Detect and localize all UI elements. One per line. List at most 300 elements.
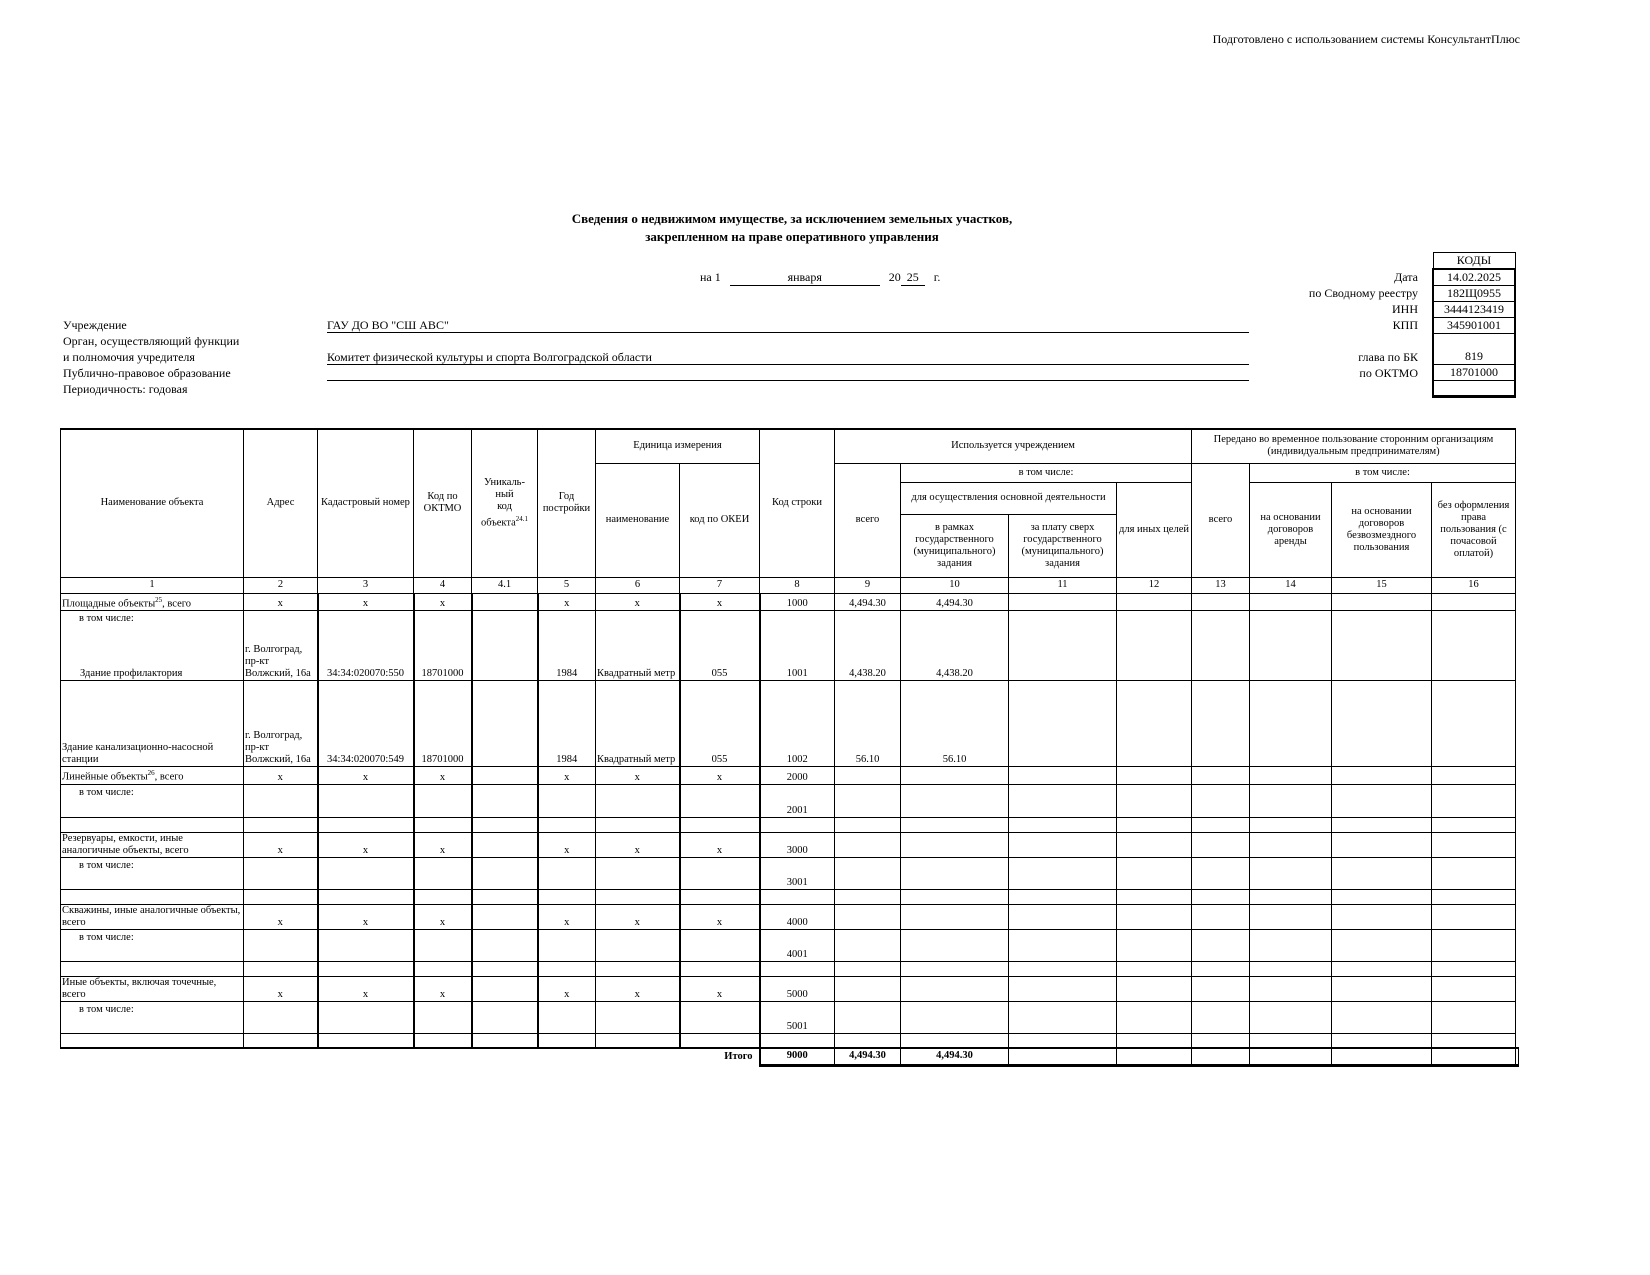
institution-value: ГАУ ДО ВО "СШ АВС" xyxy=(327,318,1249,333)
cell-c10: 4,494.30 xyxy=(901,593,1009,611)
row-name xyxy=(61,767,244,785)
cell-c9 xyxy=(835,904,901,929)
cell-c6 xyxy=(596,929,680,961)
row-name-sup: 26 xyxy=(147,769,155,777)
empty-cell xyxy=(1250,1033,1332,1048)
hdr-other: для иных целей xyxy=(1117,482,1192,577)
cell-c15 xyxy=(1332,832,1432,857)
cell-c10 xyxy=(901,904,1009,929)
column-number: 9 xyxy=(835,577,901,593)
cell-c16 xyxy=(1432,767,1516,785)
cell-c12 xyxy=(1117,1001,1192,1033)
row-name xyxy=(61,611,244,681)
column-number: 10 xyxy=(901,577,1009,593)
watermark: Подготовлено с использованием системы КонсультантПлюс xyxy=(1212,32,1520,46)
cell-c41 xyxy=(472,832,538,857)
empty-cell xyxy=(244,817,318,832)
cell-c6: Квадратный метр xyxy=(596,611,680,681)
empty-cell xyxy=(318,961,414,976)
table-row xyxy=(61,929,1519,961)
institution-label: Учреждение xyxy=(63,318,127,332)
cell-c6 xyxy=(596,857,680,889)
hdr-state-task: в рамках государственного (муниципального) задания xyxy=(901,514,1009,577)
total-empty xyxy=(1117,1048,1192,1065)
column-number: 7 xyxy=(680,577,760,593)
cell-c15 xyxy=(1332,929,1432,961)
empty-cell xyxy=(414,961,472,976)
cell-c15 xyxy=(1332,976,1432,1001)
hdr-year: Год постройки xyxy=(538,429,596,577)
column-number: 3 xyxy=(318,577,414,593)
cell-c7 xyxy=(680,784,760,817)
empty-cell xyxy=(318,817,414,832)
cell-c16 xyxy=(1432,832,1516,857)
empty-cell xyxy=(1332,961,1432,976)
cell-c41 xyxy=(472,767,538,785)
hdr-cadastral: Кадастровый номер xyxy=(318,429,414,577)
empty-cell xyxy=(414,1033,472,1048)
cell-c2 xyxy=(244,784,318,817)
empty-cell xyxy=(1009,1033,1117,1048)
cell-c9 xyxy=(835,784,901,817)
row-name-text: Здание профилактория xyxy=(80,668,183,679)
table-row xyxy=(61,904,1519,929)
cell-c13 xyxy=(1192,904,1250,929)
cell-c7: x xyxy=(680,832,760,857)
column-number: 2 xyxy=(244,577,318,593)
label-date: Дата xyxy=(1394,270,1418,284)
column-number: 4.1 xyxy=(472,577,538,593)
cell-c5: 1984 xyxy=(538,681,596,767)
row-incl-label: в том числе: xyxy=(79,1003,134,1015)
cell-c12 xyxy=(1117,593,1192,611)
title-line-2: закрепленном на праве оперативного управления xyxy=(645,229,939,244)
cell-c8: 5000 xyxy=(760,976,835,1001)
cell-c4 xyxy=(414,784,472,817)
cell-c3 xyxy=(318,929,414,961)
empty-cell xyxy=(318,1033,414,1048)
cell-c15 xyxy=(1332,681,1432,767)
cell-c7: x xyxy=(680,904,760,929)
hdr-unit-code: код по ОКЕИ xyxy=(680,463,760,577)
total-c9: 4,494.30 xyxy=(835,1048,901,1065)
hdr-lease: на основании договоров аренды xyxy=(1250,482,1332,577)
cell-c9 xyxy=(835,832,901,857)
hdr-unique-1: Уникаль- xyxy=(484,477,525,488)
column-number: 13 xyxy=(1192,577,1250,593)
cell-c11 xyxy=(1009,593,1117,611)
cell-c14 xyxy=(1250,857,1332,889)
cell-c8: 2000 xyxy=(760,767,835,785)
cell-c4: x xyxy=(414,767,472,785)
hdr-paid: за плату сверх государственного (муниципального) задания xyxy=(1009,514,1117,577)
cell-c14 xyxy=(1250,904,1332,929)
cell-c13 xyxy=(1192,767,1250,785)
empty-cell xyxy=(680,1033,760,1048)
cell-c11 xyxy=(1009,929,1117,961)
cell-c10 xyxy=(901,1001,1009,1033)
cell-c3: x xyxy=(318,904,414,929)
cell-c4: 18701000 xyxy=(414,611,472,681)
cell-c11 xyxy=(1009,767,1117,785)
column-number: 4 xyxy=(414,577,472,593)
code-last xyxy=(1433,381,1515,397)
total-label: Итого xyxy=(61,1048,760,1065)
row-name xyxy=(61,593,244,611)
empty-cell xyxy=(1117,961,1192,976)
cell-c11 xyxy=(1009,784,1117,817)
codes-header: КОДЫ xyxy=(1433,253,1515,270)
founder-label-2: и полномочия учредителя xyxy=(63,350,195,364)
cell-c16 xyxy=(1432,857,1516,889)
cell-c5 xyxy=(538,857,596,889)
empty-cell xyxy=(244,1033,318,1048)
empty-cell xyxy=(1009,889,1117,904)
cell-c2: г. Волгоград, пр-кт Волжский, 16а xyxy=(244,681,318,767)
cell-c4: x xyxy=(414,904,472,929)
cell-c16 xyxy=(1432,784,1516,817)
code-gap xyxy=(1433,334,1515,350)
hdr-address: Адрес xyxy=(244,429,318,577)
row-name xyxy=(61,681,244,767)
empty-cell xyxy=(1432,1033,1516,1048)
empty-cell xyxy=(760,961,835,976)
empty-cell xyxy=(901,1033,1009,1048)
cell-c14 xyxy=(1250,681,1332,767)
cell-c16 xyxy=(1432,904,1516,929)
cell-c2 xyxy=(244,857,318,889)
date-year: 25 xyxy=(901,270,925,286)
cell-c41 xyxy=(472,976,538,1001)
empty-cell xyxy=(318,889,414,904)
empty-cell xyxy=(472,961,538,976)
cell-c16 xyxy=(1432,929,1516,961)
row-name xyxy=(61,832,244,857)
hdr-incl: в том числе: xyxy=(901,463,1192,482)
cell-c6: x xyxy=(596,976,680,1001)
cell-c16 xyxy=(1432,1001,1516,1033)
cell-c5: 1984 xyxy=(538,611,596,681)
cell-c2: x xyxy=(244,832,318,857)
cell-c2: x xyxy=(244,767,318,785)
empty-cell xyxy=(1250,889,1332,904)
ppo-value xyxy=(327,366,1249,381)
cell-c6: x xyxy=(596,767,680,785)
cell-c10 xyxy=(901,832,1009,857)
empty-cell xyxy=(538,961,596,976)
empty-cell xyxy=(61,961,244,976)
cell-c5: x xyxy=(538,976,596,1001)
cell-c16 xyxy=(1432,976,1516,1001)
cell-c9: 4,494.30 xyxy=(835,593,901,611)
row-name xyxy=(61,857,244,889)
cell-c14 xyxy=(1250,929,1332,961)
column-number: 8 xyxy=(760,577,835,593)
cell-c2: г. Волгоград, пр-кт Волжский, 16а xyxy=(244,611,318,681)
cell-c10 xyxy=(901,976,1009,1001)
cell-c15 xyxy=(1332,593,1432,611)
hdr-line-code: Код строки xyxy=(760,429,835,577)
hdr-unit: Единица измерения xyxy=(596,429,760,463)
founder-label-1: Орган, осуществляющий функции xyxy=(63,334,240,348)
column-number: 15 xyxy=(1332,577,1432,593)
cell-c10 xyxy=(901,784,1009,817)
date-suffix: г. xyxy=(933,270,941,284)
empty-cell xyxy=(680,817,760,832)
row-name xyxy=(61,784,244,817)
cell-c16 xyxy=(1432,681,1516,767)
cell-c5: x xyxy=(538,767,596,785)
cell-c12 xyxy=(1117,976,1192,1001)
cell-c9: 4,438.20 xyxy=(835,611,901,681)
row-name xyxy=(61,1001,244,1033)
table-spacer-row xyxy=(61,817,1519,832)
cell-c11 xyxy=(1009,1001,1117,1033)
cell-c10: 56.10 xyxy=(901,681,1009,767)
row-name-text: Линейные объекты xyxy=(62,771,148,783)
cell-c9 xyxy=(835,929,901,961)
cell-c5 xyxy=(538,784,596,817)
label-registry: по Сводному реестру xyxy=(1308,286,1418,300)
empty-cell xyxy=(596,817,680,832)
cell-c8: 5001 xyxy=(760,1001,835,1033)
cell-c41 xyxy=(472,1001,538,1033)
cell-c6: Квадратный метр xyxy=(596,681,680,767)
cell-c13 xyxy=(1192,784,1250,817)
cell-c4: x xyxy=(414,593,472,611)
date-year-prefix: 20 xyxy=(888,270,901,284)
cell-c5 xyxy=(538,1001,596,1033)
code-registry: 182Щ0955 xyxy=(1433,286,1515,302)
cell-c15 xyxy=(1332,857,1432,889)
cell-c2 xyxy=(244,929,318,961)
cell-c3 xyxy=(318,1001,414,1033)
cell-c12 xyxy=(1117,857,1192,889)
cell-c41 xyxy=(472,929,538,961)
cell-c10: 4,438.20 xyxy=(901,611,1009,681)
cell-c8: 1000 xyxy=(760,593,835,611)
cell-c7: 055 xyxy=(680,681,760,767)
hdr-unique-4: объекта xyxy=(480,517,516,529)
empty-cell xyxy=(835,1033,901,1048)
empty-cell xyxy=(1009,817,1117,832)
title-line-1: Сведения о недвижимом имуществе, за исключением земельных участков, xyxy=(571,211,1013,226)
label-kpp: КПП xyxy=(1392,318,1418,332)
cell-c8: 1001 xyxy=(760,611,835,681)
empty-cell xyxy=(538,1033,596,1048)
cell-c11 xyxy=(1009,857,1117,889)
column-number: 11 xyxy=(1009,577,1117,593)
cell-c14 xyxy=(1250,593,1332,611)
cell-c3: x xyxy=(318,976,414,1001)
cell-c41 xyxy=(472,611,538,681)
cell-c6 xyxy=(596,784,680,817)
cell-c12 xyxy=(1117,681,1192,767)
cell-c6 xyxy=(596,1001,680,1033)
empty-cell xyxy=(472,1033,538,1048)
date-prefix: на 1 xyxy=(700,270,721,284)
cell-c9 xyxy=(835,767,901,785)
empty-cell xyxy=(1432,961,1516,976)
label-inn: ИНН xyxy=(1392,302,1418,316)
label-bk: глава по БК xyxy=(1358,350,1418,364)
codes-table xyxy=(1432,252,1516,398)
cell-c41 xyxy=(472,904,538,929)
column-number: 14 xyxy=(1250,577,1332,593)
column-number: 16 xyxy=(1432,577,1516,593)
cell-c7 xyxy=(680,929,760,961)
cell-c10 xyxy=(901,929,1009,961)
cell-c5: x xyxy=(538,593,596,611)
cell-c6: x xyxy=(596,904,680,929)
cell-c41 xyxy=(472,784,538,817)
column-numbers-row xyxy=(61,577,1519,593)
date-month: января xyxy=(730,270,880,286)
hdr-name: Наименование объекта xyxy=(61,429,244,577)
total-c10: 4,494.30 xyxy=(901,1048,1009,1065)
cell-c16 xyxy=(1432,593,1516,611)
column-number: 12 xyxy=(1117,577,1192,593)
cell-c3: 34:34:020070:550 xyxy=(318,611,414,681)
cell-c3 xyxy=(318,857,414,889)
table-row xyxy=(61,976,1519,1001)
empty-cell xyxy=(61,889,244,904)
cell-c14 xyxy=(1250,1001,1332,1033)
empty-cell xyxy=(1192,817,1250,832)
report-date xyxy=(700,270,940,286)
empty-cell xyxy=(1250,961,1332,976)
empty-cell xyxy=(1250,817,1332,832)
empty-cell xyxy=(1117,817,1192,832)
empty-cell xyxy=(1192,961,1250,976)
row-incl-label: в том числе: xyxy=(79,859,134,871)
cell-c3: x xyxy=(318,593,414,611)
empty-cell xyxy=(1009,961,1117,976)
cell-c13 xyxy=(1192,857,1250,889)
table-body xyxy=(61,593,1519,1065)
cell-c11 xyxy=(1009,681,1117,767)
cell-c5: x xyxy=(538,832,596,857)
empty-cell xyxy=(760,889,835,904)
code-date: 14.02.2025 xyxy=(1433,269,1515,286)
cell-c15 xyxy=(1332,767,1432,785)
cell-c4 xyxy=(414,1001,472,1033)
cell-c7 xyxy=(680,857,760,889)
empty-cell xyxy=(760,817,835,832)
empty-cell xyxy=(1117,1033,1192,1048)
cell-c12 xyxy=(1117,929,1192,961)
empty-cell xyxy=(472,817,538,832)
hdr-unit-name: наименование xyxy=(596,463,680,577)
cell-c14 xyxy=(1250,976,1332,1001)
total-empty xyxy=(1250,1048,1332,1065)
row-name-text: Иные объекты, включая точечные, всего xyxy=(62,976,217,1000)
column-number: 1 xyxy=(61,577,244,593)
cell-c4 xyxy=(414,929,472,961)
cell-c12 xyxy=(1117,832,1192,857)
hdr-no-doc: без оформления права пользования (с почасовой оплатой) xyxy=(1432,482,1516,577)
cell-c14 xyxy=(1250,767,1332,785)
empty-cell xyxy=(244,961,318,976)
row-incl-label: в том числе: xyxy=(79,786,134,798)
cell-c2 xyxy=(244,1001,318,1033)
cell-c11 xyxy=(1009,611,1117,681)
code-bk: 819 xyxy=(1433,349,1515,365)
code-inn: 3444123419 xyxy=(1433,302,1515,318)
cell-c4: x xyxy=(414,976,472,1001)
total-empty xyxy=(1332,1048,1432,1065)
cell-c7: x xyxy=(680,767,760,785)
ppo-label: Публично-правовое образование xyxy=(63,366,231,380)
row-name xyxy=(61,976,244,1001)
cell-c12 xyxy=(1117,784,1192,817)
total-empty xyxy=(1432,1048,1516,1065)
cell-c10 xyxy=(901,857,1009,889)
cell-c10 xyxy=(901,767,1009,785)
cell-c11 xyxy=(1009,832,1117,857)
cell-c5: x xyxy=(538,904,596,929)
cell-c13 xyxy=(1192,832,1250,857)
cell-c13 xyxy=(1192,929,1250,961)
row-name-text: Скважины, иные аналогичные объекты, всего xyxy=(62,904,241,928)
cell-c13 xyxy=(1192,593,1250,611)
cell-c14 xyxy=(1250,784,1332,817)
cell-c3 xyxy=(318,784,414,817)
cell-c13 xyxy=(1192,681,1250,767)
empty-cell xyxy=(835,817,901,832)
table-row xyxy=(61,857,1519,889)
code-kpp: 345901001 xyxy=(1433,318,1515,334)
cell-c41 xyxy=(472,857,538,889)
hdr-free-use: на основании договоров безвозмездного пользования xyxy=(1332,482,1432,577)
table-spacer-row xyxy=(61,889,1519,904)
cell-c12 xyxy=(1117,611,1192,681)
empty-cell xyxy=(1332,889,1432,904)
cell-c41 xyxy=(472,681,538,767)
row-incl-label: в том числе: xyxy=(79,613,134,624)
hdr-used: Используется учреждением xyxy=(835,429,1192,463)
cell-c13 xyxy=(1192,976,1250,1001)
row-name-suffix: , всего xyxy=(162,598,192,609)
cell-c3: 34:34:020070:549 xyxy=(318,681,414,767)
table-row xyxy=(61,767,1519,785)
cell-c15 xyxy=(1332,1001,1432,1033)
hdr-tr-total: всего xyxy=(1192,463,1250,577)
cell-c12 xyxy=(1117,904,1192,929)
cell-c15 xyxy=(1332,784,1432,817)
empty-cell xyxy=(1332,1033,1432,1048)
empty-cell xyxy=(835,889,901,904)
total-empty xyxy=(1192,1048,1250,1065)
hdr-unique-2: ный xyxy=(495,489,514,500)
cell-c4: 18701000 xyxy=(414,681,472,767)
empty-cell xyxy=(1117,889,1192,904)
label-oktmo: по ОКТМО xyxy=(1359,366,1418,380)
cell-c6: x xyxy=(596,593,680,611)
total-code: 9000 xyxy=(760,1048,835,1065)
cell-c12 xyxy=(1117,767,1192,785)
cell-c6: x xyxy=(596,832,680,857)
hdr-used-total: всего xyxy=(835,463,901,577)
cell-c8: 1002 xyxy=(760,681,835,767)
empty-cell xyxy=(760,1033,835,1048)
cell-c9 xyxy=(835,976,901,1001)
cell-c13 xyxy=(1192,1001,1250,1033)
period-label: Периодичность: годовая xyxy=(63,382,188,396)
cell-c14 xyxy=(1250,611,1332,681)
cell-c8: 4000 xyxy=(760,904,835,929)
row-name xyxy=(61,929,244,961)
